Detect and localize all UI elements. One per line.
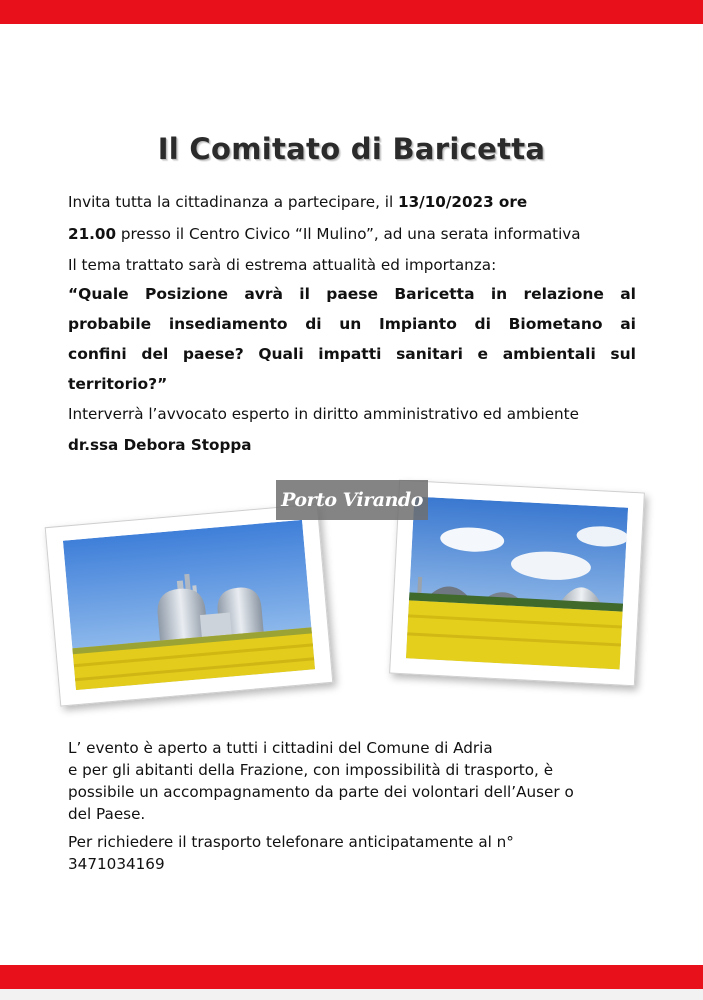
intro-line-1 (68, 192, 527, 212)
question-line-4: territorio?” (68, 375, 168, 393)
intro-line-3: Il tema trattato sarà di estrema attualità ed importanza: (68, 256, 497, 274)
event-line-4: del Paese. (68, 805, 146, 823)
bottom-red-bar (0, 965, 703, 989)
top-red-bar (0, 0, 703, 24)
intro-line-2 (68, 224, 581, 244)
intro-text: Invita tutta la cittadinanza a partecipare, il (68, 193, 399, 211)
event-line-2: e per gli abitanti della Frazione, con impossibilità di trasporto, è (68, 761, 554, 779)
transport-line: Per richiedere il trasporto telefonare anticipatamente al n° (68, 833, 514, 851)
watermark-logo: Porto Virando (276, 480, 428, 520)
event-date: 13/10/2023 ore (398, 193, 528, 211)
biogas-plant-image (63, 520, 315, 690)
venue-text: presso il Centro Civico “Il Mulino”, ad una serata informativa (116, 225, 581, 243)
phone-number: 3471034169 (68, 855, 165, 873)
question-line-3: confini del paese? Quali impatti sanitari e ambientali sul (68, 345, 636, 363)
speaker-name: dr.ssa Debora Stoppa (68, 436, 252, 454)
bottom-strip (0, 989, 703, 1000)
speaker-intro: Interverrà l’avvocato esperto in diritto amministrativo ed ambiente (68, 405, 579, 423)
question-line-1: “Quale Posizione avrà il paese Baricetta in relazione al (68, 285, 636, 303)
page-title: Il Comitato di Baricetta (157, 132, 546, 166)
event-line-1: L’ evento è aperto a tutti i cittadini del Comune di Adria (68, 739, 493, 757)
event-line-3: possibile un accompagnamento da parte dei volontari dell’Auser o (68, 783, 574, 801)
biogas-domes-image (406, 497, 628, 670)
event-time: 21.00 (68, 225, 117, 243)
question-line-2: probabile insediamento di un Impianto di Biometano ai (68, 315, 636, 333)
biogas-plant-photo-left (45, 503, 334, 706)
